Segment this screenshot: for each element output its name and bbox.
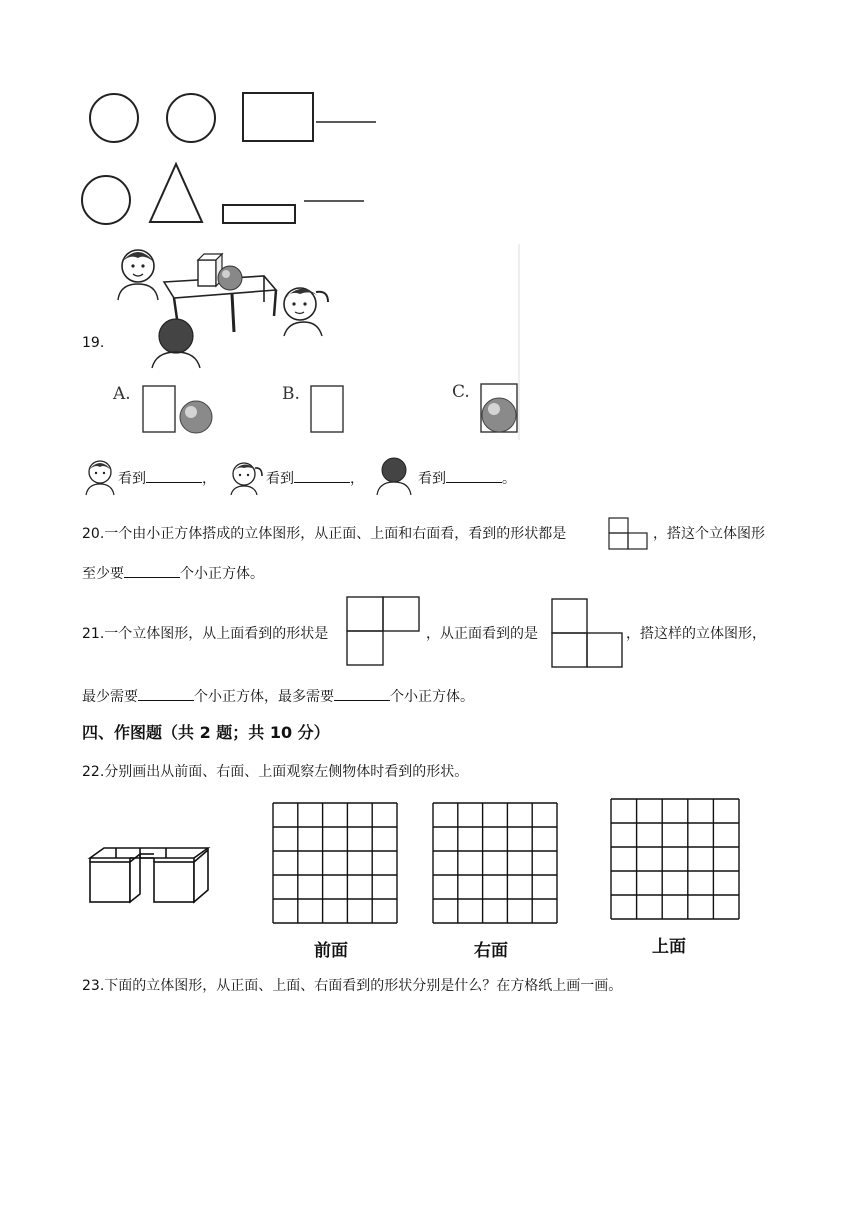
- option-b-label: B.: [282, 384, 300, 404]
- top-view-grid[interactable]: [610, 798, 740, 920]
- q22-question-text: 22.分别画出从前面、右面、上面观察左侧物体时看到的形状。: [82, 764, 469, 780]
- q21-front-view-figure: [550, 597, 626, 671]
- answer-blank[interactable]: [146, 468, 202, 483]
- circle-shape: [167, 94, 215, 142]
- q19-answer-part-1: [118, 468, 216, 489]
- circle-shape: [90, 94, 138, 142]
- q20-line1: [82, 524, 566, 544]
- q23-question-text: 23.下面的立体图形，从正面、上面、右面看到的形状分别是什么？在方格纸上画一画。: [82, 978, 623, 994]
- saw-label: 看到: [266, 471, 294, 487]
- boy-back-figure: [152, 319, 200, 368]
- right-view-label: 右面: [474, 941, 508, 961]
- q19-number: 19.: [82, 335, 105, 351]
- q18-shapes-row1: [80, 88, 380, 148]
- q20-line2-after: 个小正方体。: [180, 566, 264, 582]
- answer-blank[interactable]: [124, 563, 180, 578]
- q21-part3: ，搭这样的立体图形，: [626, 626, 766, 642]
- boy-face-icon: [84, 458, 116, 496]
- section-4-title: 四、作图题（共 2 题；共 10 分）: [82, 723, 330, 742]
- comma: ，: [350, 471, 364, 487]
- front-view-grid[interactable]: [272, 802, 398, 924]
- girl-face-icon: [228, 458, 264, 496]
- answer-blank[interactable]: [334, 686, 390, 701]
- q21-part2: ，从正面看到的是: [426, 626, 538, 642]
- q20-question-text: 20.一个由小正方体搭成的立体图形，从正面、上面和右面看，看到的形状都是: [82, 526, 567, 542]
- right-view-grid[interactable]: [432, 802, 558, 924]
- option-c-label: C.: [452, 382, 470, 402]
- q21-part1: 21.一个立体图形，从上面看到的形状是: [82, 626, 329, 642]
- q21-line2-b: 个小正方体，最多需要: [194, 689, 334, 705]
- q21-line2-a: 最少需要: [82, 689, 138, 705]
- top-view-label: 上面: [652, 937, 686, 957]
- answer-blank[interactable]: [138, 686, 194, 701]
- option-a-label: A.: [113, 384, 131, 404]
- q19-answer-part-3: [418, 468, 516, 489]
- option-b-figure[interactable]: [308, 384, 348, 436]
- q22-cube-object-figure: [86, 840, 212, 906]
- saw-label: 看到: [418, 471, 446, 487]
- q21-top-view-figure: [345, 595, 423, 669]
- period: 。: [502, 471, 516, 487]
- q20-line2: [82, 563, 264, 584]
- front-view-label: 前面: [314, 941, 348, 961]
- option-c-figure[interactable]: [478, 382, 522, 436]
- q20-line1-after: ，搭这个立体图形: [653, 526, 765, 542]
- rectangle-shape: [223, 205, 295, 223]
- girl-right-figure: [284, 288, 328, 336]
- q21-line2-c: 个小正方体。: [390, 689, 474, 705]
- answer-blank[interactable]: [294, 468, 350, 483]
- circle-shape: [82, 176, 130, 224]
- boy-back-icon: [374, 456, 414, 496]
- triangle-shape: [150, 164, 202, 222]
- saw-label: 看到: [118, 471, 146, 487]
- option-a-figure[interactable]: [140, 384, 220, 436]
- q20-l-shape-figure: [607, 516, 649, 552]
- q20-line2-before: 至少要: [82, 566, 124, 582]
- boy-left-figure: [118, 250, 158, 300]
- q19-answer-part-2: [266, 468, 364, 489]
- comma: ，: [202, 471, 216, 487]
- q18-shapes-row2: [80, 158, 380, 228]
- q21-line2: [82, 686, 474, 707]
- answer-blank[interactable]: [446, 468, 502, 483]
- rectangle-shape: [243, 93, 313, 141]
